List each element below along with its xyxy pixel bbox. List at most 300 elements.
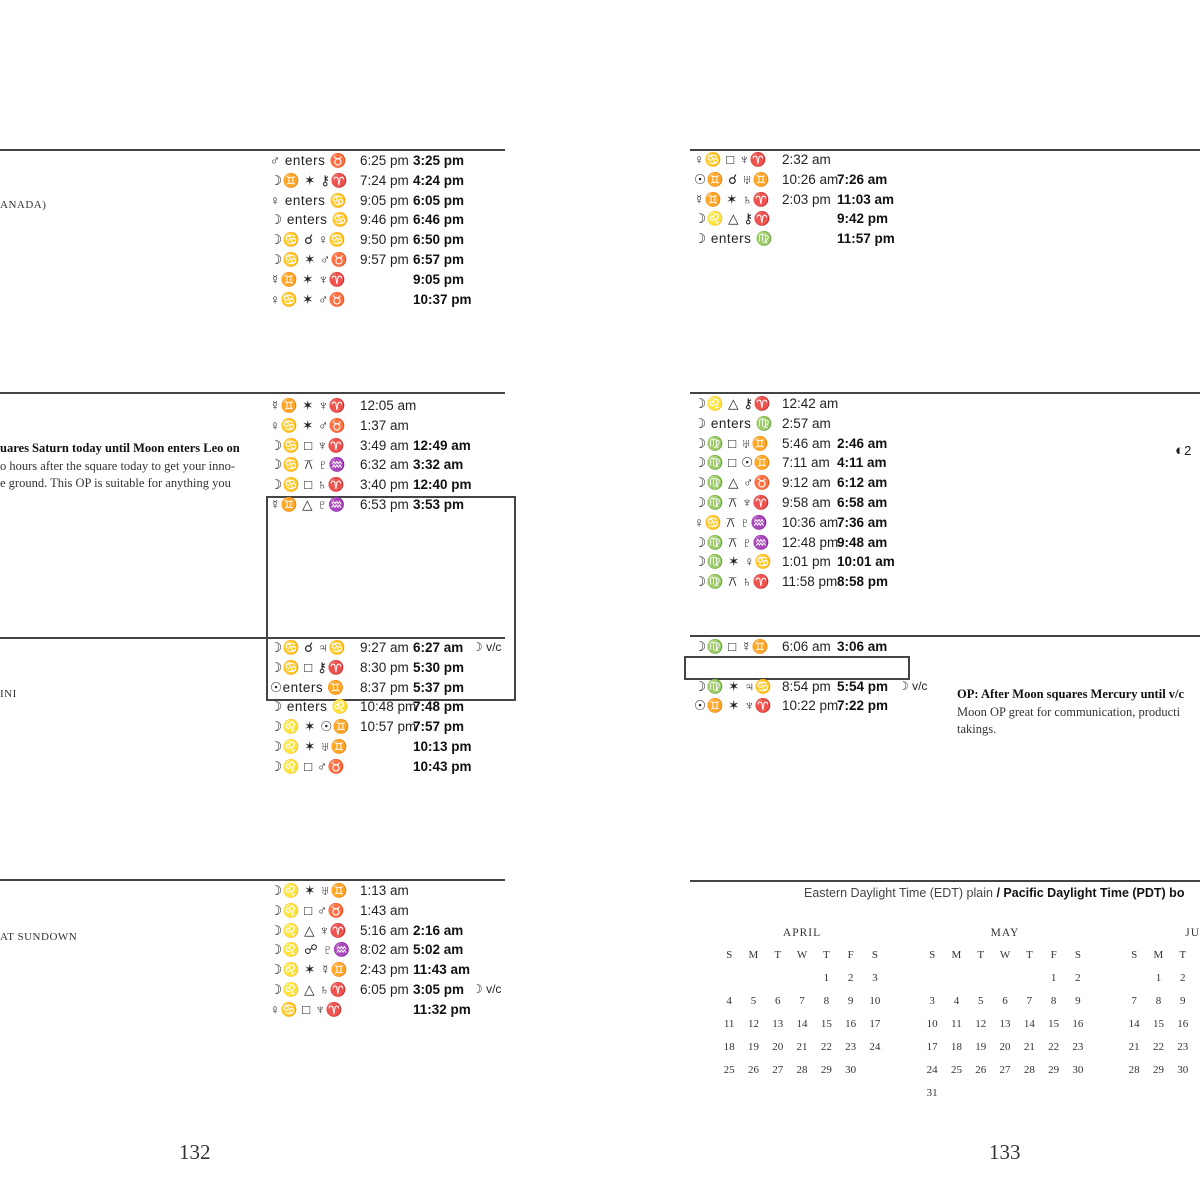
time-edt: 8:02 am	[360, 942, 409, 958]
calendar-day: 23	[845, 1041, 857, 1053]
moon-phase-icon: ◐	[1175, 442, 1185, 459]
calendar-day: 7	[1026, 995, 1033, 1007]
calendar-day: 6	[1002, 995, 1008, 1007]
aspect-row	[694, 170, 934, 190]
calendar-weekday: W	[999, 949, 1011, 961]
void-of-course-marker: ☽ v/c	[472, 640, 502, 654]
aspect-row	[694, 434, 934, 454]
aspect-row	[694, 696, 934, 716]
aspect-symbols: ☽♌ ☍ ♇♒	[270, 942, 351, 958]
aspect-row	[270, 396, 510, 416]
calendar-day: 25	[950, 1064, 962, 1076]
aspect-row	[270, 960, 510, 980]
calendar-weekday: F	[847, 949, 854, 961]
aspect-row	[270, 250, 510, 270]
calendar-day: 5	[977, 995, 984, 1007]
calendar-day: 28	[1128, 1064, 1140, 1076]
void-of-course-marker: ☽ v/c	[898, 678, 928, 693]
calendar-day: 2	[847, 972, 854, 984]
aspect-row	[270, 921, 510, 941]
calendar-weekday: T	[1179, 949, 1187, 961]
calendar-day: 17	[926, 1041, 938, 1053]
calendar-day: 2	[1179, 972, 1186, 984]
calendar-day: 18	[950, 1041, 962, 1053]
time-pdt: 3:25 pm	[413, 153, 465, 168]
calendar-day: 26	[747, 1064, 759, 1076]
time-edt: 8:54 pm	[782, 678, 831, 694]
time-pdt: 9:05 pm	[413, 271, 465, 287]
calendar-day: 21	[1128, 1041, 1140, 1053]
calendar-day: 12	[975, 1018, 987, 1030]
calendar-day	[969, 970, 993, 987]
time-edt: 2:32 am	[782, 152, 831, 167]
time-edt: 1:37 am	[360, 417, 409, 433]
calendar-day: 1	[1050, 972, 1057, 984]
time-pdt: 10:13 pm	[413, 738, 472, 754]
aspect-row	[694, 150, 934, 170]
calendar-day: 28	[1023, 1064, 1035, 1076]
calendar-weekday: M	[1153, 949, 1164, 961]
time-edt: 12:48 pm	[782, 534, 839, 550]
time-pdt: 3:06 am	[837, 639, 888, 654]
aspect-row	[270, 436, 510, 456]
time-edt: 8:30 pm	[360, 659, 409, 675]
calendar-day: 3	[929, 995, 935, 1007]
time-pdt: 10:01 am	[837, 554, 895, 570]
aspect-symbols: ☽ enters ♌	[270, 699, 349, 715]
aspect-symbols: ♀ enters ♋	[270, 192, 347, 208]
time-edt: 11:58 pm	[782, 574, 838, 590]
aspect-symbols: ☉enters ♊	[270, 679, 345, 695]
time-edt: 12:42 am	[782, 396, 839, 411]
time-edt: 2:43 pm	[360, 962, 409, 978]
aspect-row	[694, 572, 934, 592]
aspect-row	[270, 678, 510, 698]
time-pdt: 7:57 pm	[413, 719, 465, 735]
day-heading: ANADA)	[0, 199, 47, 211]
calendar-day: 27	[772, 1064, 784, 1076]
aspect-symbols: ☽♍ ⚻ ♇♒	[694, 534, 770, 550]
time-edt: 2:03 pm	[782, 191, 831, 207]
time-pdt: 3:32 am	[413, 457, 464, 473]
time-edt: 7:11 am	[782, 455, 830, 471]
aspect-list	[270, 638, 510, 777]
aspect-symbols: ☽♍ □ ☉♊	[694, 455, 771, 471]
aspect-symbols: ☽♌ ✶ ☉♊	[270, 719, 351, 735]
calendar-day: 19	[747, 1041, 759, 1053]
time-edt: 9:58 am	[782, 494, 831, 510]
aspect-symbols: ☽♍ ⚻ ♄♈	[694, 574, 770, 590]
aspect-symbols: ☽♋ □ ♆♈	[270, 437, 346, 453]
aspect-row	[694, 453, 934, 473]
calendar-month-title: MAY	[990, 927, 1020, 939]
aspect-row	[270, 191, 510, 211]
aspect-symbols: ☽♋ □ ⚷♈	[270, 659, 345, 675]
calendar-weekday: S	[726, 949, 733, 961]
calendar-weekday: S	[929, 949, 936, 961]
day-heading: INI	[0, 688, 17, 700]
time-pdt: 10:43 pm	[413, 758, 472, 774]
aspect-symbols: ♀♋ ✶ ♂♉	[270, 417, 347, 433]
aspect-symbols: ☽♌ △ ⚷♈	[694, 211, 771, 227]
calendar-day: 2	[1075, 972, 1081, 984]
calendar-day: 31	[926, 1087, 938, 1099]
aspect-symbols: ☽♌ △ ⚷♈	[694, 396, 771, 411]
calendar-day: 13	[999, 1018, 1011, 1030]
time-pdt: 10:37 pm	[413, 291, 472, 307]
aspect-row	[694, 229, 934, 249]
time-pdt: 11:32 pm	[413, 1001, 471, 1017]
calendar-day: 8	[1155, 995, 1162, 1007]
legend-separator: /	[996, 886, 1000, 900]
op-note	[0, 440, 240, 493]
aspect-symbols: ☉♊ ☌ ♅♊	[694, 171, 770, 187]
aspect-symbols: ☿♊ ✶ ♆♈	[270, 398, 347, 413]
aspect-row	[270, 171, 510, 191]
time-pdt: 6:50 pm	[413, 232, 465, 248]
aspect-row	[694, 637, 934, 657]
calendar-weekday: S	[1131, 949, 1138, 961]
aspect-row	[270, 658, 510, 678]
aspect-symbols: ♀♋ □ ♆♈	[694, 152, 768, 167]
time-edt: 12:05 am	[360, 398, 417, 413]
op-note-line: OP: After Moon squares Mercury until v/c	[957, 687, 1185, 701]
calendar-day: 3	[872, 972, 878, 984]
calendar-weekday: M	[748, 949, 759, 961]
calendar-day: 10	[926, 1018, 938, 1030]
aspect-row	[270, 270, 510, 290]
aspect-row	[694, 190, 934, 210]
calendar-day	[741, 970, 765, 987]
aspect-row	[694, 552, 934, 572]
aspect-symbols: ☽♍ ⚻ ♆♈	[694, 494, 770, 510]
op-note-line: Moon OP great for communication, producti	[957, 704, 1181, 719]
aspect-row	[270, 697, 510, 717]
calendar-day: 29	[1048, 1064, 1060, 1076]
calendar-day: 30	[1072, 1064, 1084, 1076]
aspect-row	[270, 717, 510, 737]
time-pdt: 4:11 am	[837, 455, 887, 471]
time-pdt: 9:48 am	[837, 534, 888, 550]
aspect-list	[270, 396, 510, 515]
aspect-row	[270, 757, 510, 777]
time-pdt: 7:22 pm	[837, 698, 889, 714]
calendar-day: 13	[772, 1018, 784, 1030]
time-edt: 9:05 pm	[360, 192, 409, 208]
time-pdt: 8:58 pm	[837, 574, 889, 590]
calendar-day: 26	[975, 1064, 987, 1076]
time-pdt: 6:57 pm	[413, 251, 465, 267]
aspect-symbols: ☿♊ △ ♇♒	[270, 496, 346, 512]
aspect-row	[694, 473, 934, 493]
calendar-weekday: T	[822, 949, 830, 961]
time-edt: 9:12 am	[782, 475, 831, 491]
time-pdt: 12:49 am	[413, 437, 471, 453]
aspect-symbols: ☽♊ ✶ ⚷♈	[270, 172, 348, 188]
aspect-row	[270, 881, 510, 901]
time-zone-legend	[804, 886, 1184, 900]
calendar-day: 22	[1152, 1041, 1164, 1053]
time-pdt: 7:36 am	[837, 514, 888, 530]
aspect-symbols: ☽ enters ♍	[694, 231, 773, 247]
calendar-day: 22	[1048, 1041, 1060, 1053]
aspect-row	[270, 416, 510, 436]
calendar-day	[1017, 970, 1041, 987]
calendar-day: 16	[1177, 1018, 1189, 1030]
day-divider	[0, 392, 505, 394]
time-pdt: 7:48 pm	[413, 699, 465, 715]
time-edt: 1:43 am	[360, 902, 409, 918]
calendar-weekday: F	[1050, 949, 1057, 961]
calendar-day: 8	[1050, 995, 1057, 1007]
aspect-symbols: ☽ enters ♍	[694, 415, 773, 431]
aspect-symbols: ☽♌ △ ♆♈	[270, 922, 348, 938]
calendar-day	[766, 970, 790, 987]
aspect-symbols: ♀♋ ✶ ♂♉	[270, 291, 347, 307]
time-edt: 8:37 pm	[360, 679, 409, 695]
aspect-symbols: ☽♍ □ ♅♊	[694, 435, 770, 451]
aspect-list	[694, 394, 934, 592]
calendar-day: 29	[820, 1064, 832, 1076]
time-pdt: 9:42 pm	[837, 211, 889, 227]
day-heading: AT SUNDOWN	[0, 931, 78, 943]
time-edt: 9:27 am	[360, 640, 409, 655]
calendar-day: 6	[774, 995, 781, 1007]
aspect-row	[270, 455, 510, 475]
calendar-day: 14	[1023, 1018, 1035, 1030]
calendar-day: 15	[1048, 1018, 1060, 1030]
aspect-row	[694, 394, 934, 414]
calendar-day: 9	[1075, 995, 1081, 1007]
aspect-symbols: ♀♋ □ ♆♈	[270, 1001, 344, 1017]
time-edt: 10:48 pm	[360, 699, 417, 715]
time-edt: 9:46 pm	[360, 212, 409, 228]
aspect-symbols: ☽♍ ✶ ♀♋	[694, 554, 773, 570]
time-pdt: 7:26 am	[837, 171, 888, 187]
aspect-row	[270, 737, 510, 757]
op-note-line: e ground. This OP is suitable for anything you	[0, 476, 231, 490]
day-divider	[690, 880, 1200, 882]
aspect-symbols: ☿♊ ✶ ♄♈	[694, 191, 771, 207]
calendar-month-title: JU	[1185, 927, 1200, 939]
calendar-day: 20	[999, 1041, 1011, 1053]
calendar-day	[790, 970, 814, 987]
calendar-weekday: T	[977, 949, 985, 961]
aspect-row	[694, 513, 934, 533]
op-note-line: takings.	[957, 722, 997, 736]
moon-phase	[1175, 442, 1191, 459]
calendar-day: 28	[796, 1064, 808, 1076]
aspect-symbols: ☽♍ △ ♂♉	[694, 475, 772, 491]
calendar-day: 29	[1152, 1064, 1164, 1076]
time-edt: 1:01 pm	[782, 554, 831, 570]
calendar-day	[944, 970, 968, 987]
time-pdt: 2:16 am	[413, 922, 464, 938]
time-pdt: 4:24 pm	[413, 172, 465, 188]
time-pdt: 6:05 pm	[413, 192, 465, 208]
time-edt: 2:57 am	[782, 415, 831, 431]
aspect-symbols: ☽♋ ☌ ♀♋	[270, 232, 346, 248]
aspect-row	[270, 210, 510, 230]
calendar-day: 1	[823, 972, 830, 984]
time-edt: 10:57 pm	[360, 719, 417, 735]
calendar-day: 18	[723, 1041, 735, 1053]
aspect-symbols: ☽♌ △ ♄♈	[270, 981, 348, 997]
calendar-weekday: W	[796, 949, 808, 961]
calendar-day: 1	[1155, 972, 1162, 984]
time-edt: 10:22 pm	[782, 698, 839, 714]
time-edt: 9:57 pm	[360, 251, 409, 267]
aspect-symbols: ☽♌ □ ♂♉	[270, 902, 346, 918]
aspect-row	[694, 677, 934, 697]
time-pdt: 3:53 pm	[413, 496, 465, 512]
calendar-month-title: APRIL	[782, 927, 822, 939]
calendar-day	[717, 970, 741, 987]
calendar-day: 4	[953, 995, 960, 1007]
calendar-day: 27	[999, 1064, 1011, 1076]
time-pdt: 6:46 pm	[413, 212, 465, 228]
time-pdt: 6:12 am	[837, 475, 888, 491]
time-pdt: 11:57 pm	[837, 231, 895, 247]
aspect-symbols: ☽♌ ✶ ☿♊	[270, 962, 349, 978]
aspect-symbols: ♂ enters ♉	[270, 153, 347, 168]
calendar-day: 15	[1152, 1018, 1164, 1030]
page-number: 132	[179, 1140, 211, 1164]
time-edt: 7:24 pm	[360, 172, 409, 188]
aspect-row	[694, 657, 934, 677]
calendar-day: 9	[1179, 995, 1186, 1007]
aspect-row	[270, 940, 510, 960]
calendar-day: 23	[1072, 1041, 1084, 1053]
calendar-day	[993, 970, 1017, 987]
time-pdt: 2:46 am	[837, 435, 888, 451]
calendar-weekday: M	[951, 949, 962, 961]
mini-calendar	[920, 927, 1090, 1102]
aspect-symbols: ☽♋ ☌ ♃♋	[270, 640, 346, 655]
aspect-row	[270, 151, 510, 171]
op-note-line: uares Saturn today until Moon enters Leo on	[0, 441, 240, 455]
calendar-day: 30	[845, 1064, 857, 1076]
aspect-symbols: ☿♊ ✶ ♆♈	[270, 271, 347, 287]
aspect-list	[270, 881, 510, 1020]
op-note	[957, 686, 1200, 739]
aspect-row	[270, 495, 510, 515]
time-edt: 5:16 am	[360, 922, 409, 938]
mini-calendar	[1122, 927, 1200, 1079]
aspect-symbols: ☽♍ □ ☿♊	[694, 639, 770, 654]
calendar-day: 21	[1023, 1041, 1035, 1053]
time-edt: 9:50 pm	[360, 232, 409, 248]
aspect-row	[270, 980, 510, 1000]
time-edt: 5:46 am	[782, 435, 831, 451]
time-pdt: 6:58 am	[837, 494, 888, 510]
aspect-symbols: ☽♍ ✶ ♃♋	[694, 678, 773, 694]
aspect-symbols: ☉♊ ✶ ♆♈	[694, 698, 773, 714]
aspect-symbols: ☽♋ ⚻ ♇♒	[270, 457, 346, 473]
aspect-symbols: ☽♌ ✶ ♅♊	[270, 738, 349, 754]
calendar-day: 11	[951, 1018, 962, 1030]
aspect-row	[694, 209, 934, 229]
time-pdt: 5:54 pm	[837, 678, 889, 694]
calendar-weekday: T	[1025, 949, 1033, 961]
time-edt: 10:36 am	[782, 514, 839, 530]
calendar-day: 14	[1128, 1018, 1140, 1030]
calendar-day: 15	[820, 1018, 832, 1030]
time-edt: 6:32 am	[360, 457, 409, 473]
aspect-row	[270, 230, 510, 250]
calendar-day: 16	[845, 1018, 857, 1030]
calendar-weekday: T	[774, 949, 782, 961]
calendar-day	[920, 970, 944, 987]
moon-phase-text: 2	[1184, 443, 1192, 458]
calendar-day: 23	[1177, 1041, 1189, 1053]
time-pdt: 5:02 am	[413, 942, 464, 958]
time-edt: 3:49 am	[360, 437, 409, 453]
calendar-day: 7	[799, 995, 805, 1007]
calendar-grid	[1122, 947, 1200, 1079]
time-edt: 6:53 pm	[360, 496, 409, 512]
calendar-day: 8	[823, 995, 830, 1007]
calendar-day: 21	[796, 1041, 808, 1053]
time-edt: 10:26 am	[782, 171, 839, 187]
mini-calendar	[717, 927, 887, 1079]
time-pdt: 6:27 am	[413, 640, 464, 655]
calendar-day: 24	[926, 1064, 938, 1076]
calendar-day: 17	[869, 1018, 881, 1030]
time-pdt: 11:43 am	[413, 962, 471, 978]
aspect-symbols: ☽♋ □ ♄♈	[270, 477, 346, 493]
aspect-row	[270, 638, 510, 658]
aspect-symbols: ☽♌ □ ♂♉	[270, 758, 346, 774]
time-pdt: 5:30 pm	[413, 659, 465, 675]
legend-plain: Eastern Daylight Time (EDT) plain	[804, 886, 993, 900]
calendar-day: 4	[726, 995, 732, 1007]
time-edt: 6:06 am	[782, 639, 831, 654]
calendar-grid	[920, 947, 1090, 1102]
aspect-row	[694, 414, 934, 434]
calendar-day: 25	[723, 1064, 735, 1076]
aspect-row	[694, 493, 934, 513]
time-pdt: 12:40 pm	[413, 477, 472, 493]
aspect-row	[270, 901, 510, 921]
calendar-day: 16	[1072, 1018, 1084, 1030]
calendar-day: 19	[975, 1041, 987, 1053]
aspect-row	[694, 533, 934, 553]
calendar-day: 20	[772, 1041, 784, 1053]
aspect-row	[270, 1000, 510, 1020]
calendar-day: 10	[869, 995, 881, 1007]
time-pdt: 11:03 am	[837, 191, 895, 207]
time-edt: 6:25 pm	[360, 153, 409, 168]
time-edt: 1:13 am	[360, 883, 409, 898]
void-of-course-marker: ☽ v/c	[472, 981, 502, 996]
calendar-day: 9	[847, 995, 854, 1007]
aspect-symbols: ☽♋ ✶ ♂♉	[270, 251, 349, 267]
aspect-list	[270, 151, 510, 309]
calendar-day	[1122, 970, 1146, 987]
aspect-list	[694, 637, 934, 716]
calendar-weekday: S	[1074, 949, 1081, 961]
calendar-day: 7	[1131, 995, 1137, 1007]
aspect-symbols: ☽ enters ♋	[270, 212, 349, 228]
calendar-day: 11	[723, 1018, 735, 1030]
calendar-day: 22	[820, 1041, 832, 1053]
calendar-day: 5	[750, 995, 757, 1007]
calendar-day: 14	[796, 1018, 808, 1030]
calendar-day: 12	[747, 1018, 759, 1030]
calendar-day: 24	[869, 1041, 881, 1053]
legend-bold: Pacific Daylight Time (PDT) bo	[1003, 886, 1185, 900]
